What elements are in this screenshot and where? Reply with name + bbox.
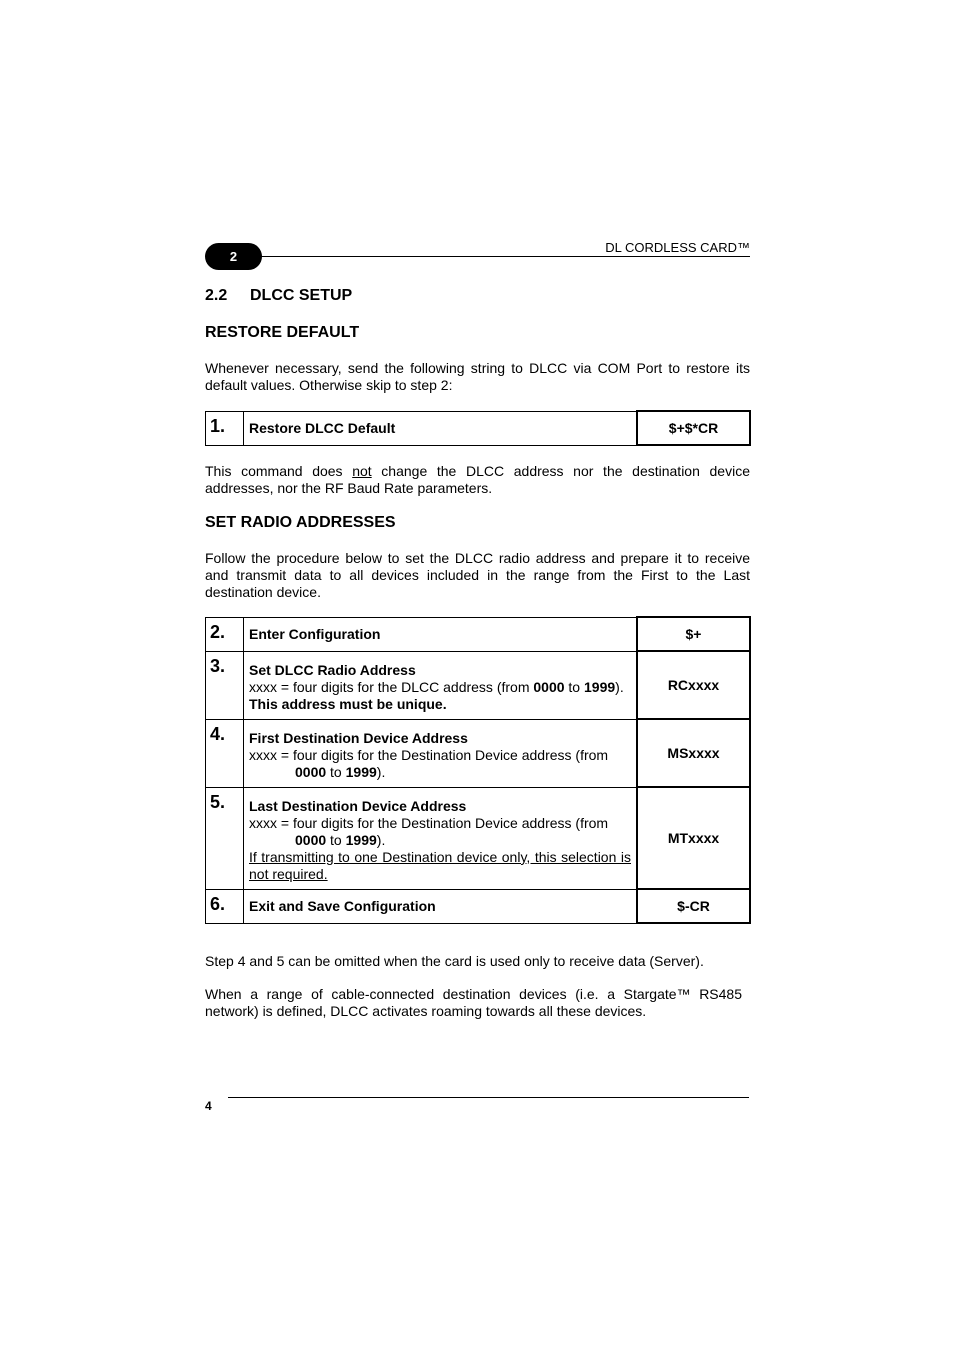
- header-rule: [230, 256, 750, 257]
- step-code: RCxxxx: [637, 651, 750, 719]
- step-code: $-CR: [637, 889, 750, 923]
- section-number: 2.2: [205, 287, 228, 304]
- unique-note: This address must be unique.: [249, 695, 447, 712]
- step-number: 5.: [206, 787, 244, 889]
- section-heading: [205, 287, 352, 305]
- step-label: Restore DLCC Default: [249, 419, 396, 436]
- step-code: $+: [637, 617, 750, 651]
- radio-heading: SET RADIO ADDRESSES: [205, 514, 396, 531]
- restore-heading: RESTORE DEFAULT: [205, 324, 360, 341]
- table-row: 3. Set DLCC Radio Address xxxx = four digits for the DLCC address (from 0000 to 1999). This address must be unique. RCxxxx: [206, 651, 751, 719]
- radio-intro: Follow the procedure below to set the DLCC radio address and prepare it to receive and transmit data to all devices included in the range from the First to the Last destination device.: [205, 550, 750, 600]
- table-row: [206, 889, 751, 923]
- step-label: Enter Configuration: [249, 625, 381, 642]
- restore-table: [205, 410, 751, 446]
- step-number: 3.: [206, 651, 244, 719]
- restore-intro: Whenever necessary, send the following string to DLCC via COM Port to restore its default values. Otherwise skip to step 2:: [205, 360, 750, 393]
- footer-rule: [228, 1097, 749, 1098]
- step-label: Last Destination Device Address: [249, 797, 467, 814]
- page-number: 4: [205, 1099, 212, 1113]
- step-number: 6.: [206, 889, 244, 923]
- step-code: MTxxxx: [637, 787, 750, 889]
- table-row: [206, 411, 751, 445]
- step-number: 2.: [206, 617, 244, 651]
- radio-steps-table: [205, 616, 751, 924]
- single-destination-note: If transmitting to one Destination device only, this selection is not required.: [249, 848, 631, 882]
- step-code: $+$*CR: [637, 411, 750, 445]
- step-code: MSxxxx: [637, 719, 750, 787]
- roaming-note: When a range of cable-connected destination devices (i.e. a Stargate™ RS485 network) is defined, DLCC activates roaming towards all these devices.: [205, 986, 742, 1019]
- step-label: First Destination Device Address: [249, 729, 468, 746]
- running-title: DL CORDLESS CARD™: [605, 240, 750, 255]
- step-number: 4.: [206, 719, 244, 787]
- table-row: [206, 617, 751, 651]
- table-row: 4. First Destination Device Address xxxx = four digits for the Destination Device address (from 0000 to 1999). MSxxxx: [206, 719, 751, 787]
- table-row: 5. Last Destination Device Address xxxx = four digits for the Destination Device address (from 0000 to 1999). If transmitting to one Destination device only, this selection is not required. MTxxxx: [206, 787, 751, 889]
- chapter-badge: 2: [205, 243, 262, 270]
- section-title: DLCC SETUP: [250, 287, 353, 304]
- step-label: Set DLCC Radio Address: [249, 661, 416, 678]
- emphasis-not: not: [352, 463, 372, 479]
- restore-note: This command does not change the DLCC address nor the destination device addresses, nor the RF Baud Rate parameters.: [205, 463, 750, 496]
- step-label: Exit and Save Configuration: [249, 897, 436, 914]
- steps-omit-note: Step 4 and 5 can be omitted when the card is used only to receive data (Server).: [205, 953, 704, 969]
- step-number: 1.: [206, 411, 244, 445]
